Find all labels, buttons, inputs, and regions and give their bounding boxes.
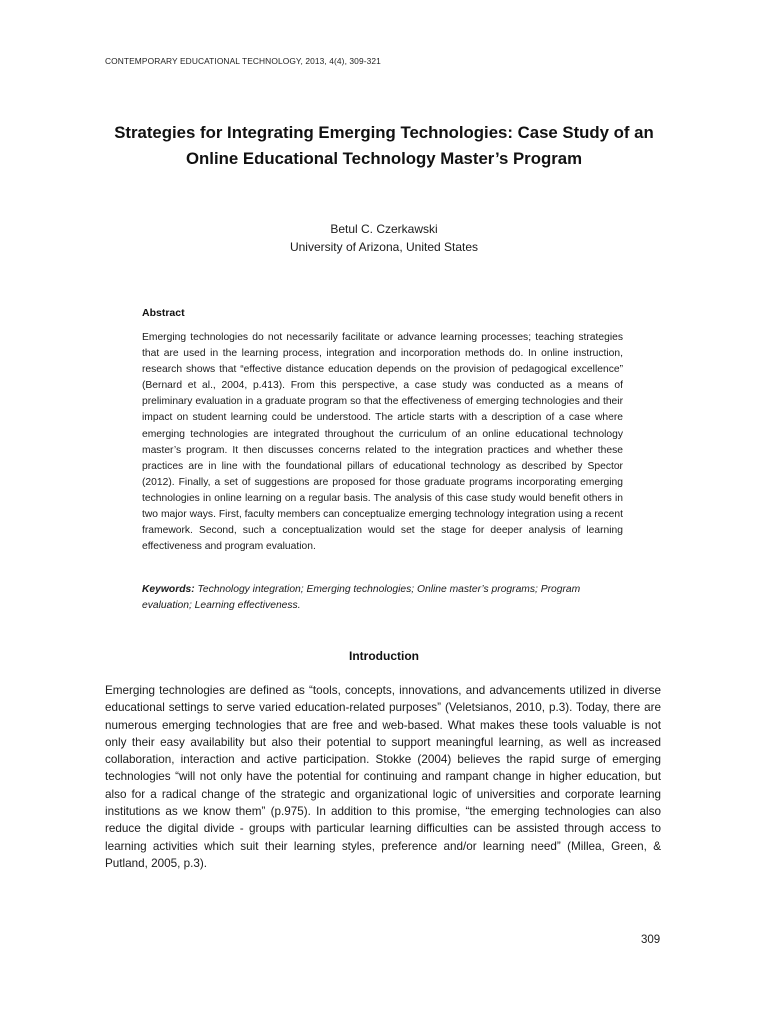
abstract-text: Emerging technologies do not necessarily facilitate or advance learning processes; teaching strategies that are used in the learning process, integration and incorporation methods do. In online instruction, research shows that “effective distance education depends on the provision of pedagogical excellence” (Bernard et al., 2004, p.413). From this perspective, a case study was conducted as a means of preliminary evaluation in a graduate program so that the effectiveness of emerging technologies and their impact on student learning could be understood. The article starts with a description of a case where emerging technologies are integrated throughout the curriculum of an online educational technology master’s program. It then discusses concerns related to the integration practices and whether these practices are in line with the foundational pillars of educational technology as described by Spector (2012). Finally, a set of suggestions are proposed for those graduate programs incorporating emerging technologies in online learning on a regular basis. The analysis of this case study would benefit others in two major ways. First, faculty members can conceptualize emerging technology integration using a recent framework. Second, such a conceptualization would set the stage for deeper analysis of learning effectiveness and program evaluation. bbox=[142, 332, 623, 553]
introduction-paragraph: Emerging technologies are defined as “tools, concepts, innovations, and advancements utilized in diverse educational settings to serve varied education-related purposes” (Veletsianos, 2010, p.3). Today, there are numerous emerging technologies that are free and web-based. What makes these tools valuable is not only their easy availability but also their potential to support meaningful learning, as well as increased collaboration, interaction and active participation. Stokke (2004) believes the rapid surge of emerging technologies “will not only have the potential for continuing and rampant change in higher education, but also for a radical change of the strategic and organizational logic of universities and corporate learning institutions as we know them” (p.975). In addition to this promise, “the emerging technologies can also reduce the digital divide - groups with particular learning difficulties can be assisted through access to learning activities which suit their learning styles, preference and/or learning need” (Millea, Green, & Putland, 2005, p.3). bbox=[105, 684, 661, 870]
running-header: CONTEMPORARY EDUCATIONAL TECHNOLOGY, 2013, 4(4), 309-321 bbox=[105, 56, 381, 66]
author-block bbox=[0, 220, 768, 256]
title-line-2: Online Educational Technology Master’s Program bbox=[186, 149, 582, 168]
keywords-text: Technology integration; Emerging technologies; Online master’s programs; Program evaluation; Learning effectiveness. bbox=[142, 584, 581, 612]
title-line-1: Strategies for Integrating Emerging Technologies: Case Study of an bbox=[114, 123, 654, 142]
abstract-heading: Abstract bbox=[142, 307, 185, 319]
introduction-heading: Introduction bbox=[349, 649, 419, 663]
author-name: Betul C. Czerkawski bbox=[330, 222, 438, 236]
page-number: 309 bbox=[641, 934, 661, 946]
article-title bbox=[0, 120, 768, 172]
author-affiliation: University of Arizona, United States bbox=[289, 240, 479, 254]
keywords-label: Keywords: bbox=[142, 584, 195, 595]
keywords-line bbox=[142, 582, 623, 614]
